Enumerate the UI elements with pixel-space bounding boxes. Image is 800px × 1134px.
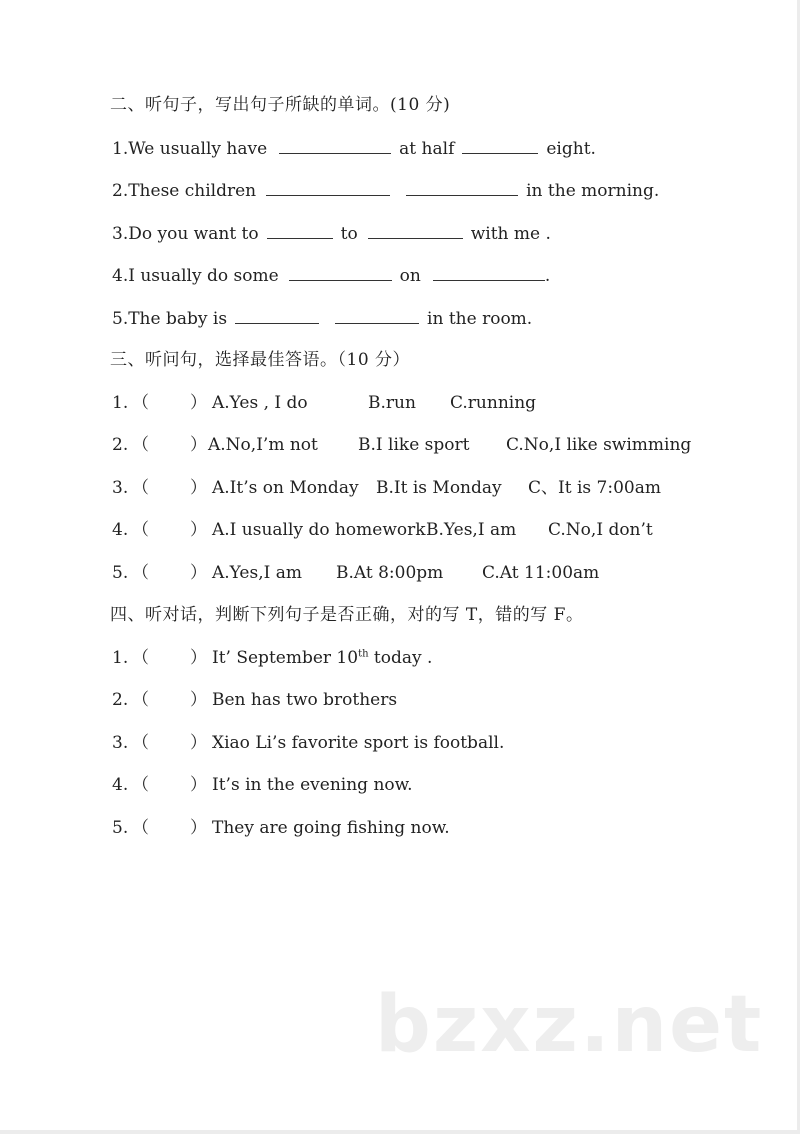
s3-item-4-num: 4. [112,520,129,540]
option-a[interactable]: A.It’s on Monday [212,478,359,498]
s4-item-2-num: 2. [112,690,129,710]
s2-item-5 [112,306,532,330]
answer-paren-close: ） [190,393,207,413]
s2-item-5-end: in the room. [427,309,533,329]
s3-item-5-num: 5. [112,563,129,583]
s2-item-1 [112,136,596,160]
s4-item-5 [112,816,712,840]
blank[interactable] [266,178,390,196]
watermark-logo: bzxz.net [375,980,764,1070]
s3-item-3-num: 3. [112,478,129,498]
option-a[interactable]: A.I usually do homework [212,520,426,540]
page-edge-bottom [0,1130,800,1134]
option-a[interactable]: A.No,I’m not [208,435,318,455]
s2-item-3-prefix: 3.Do you want to [112,224,259,244]
answer-paren-close: ） [190,733,207,753]
option-b[interactable]: B.I like sport [358,435,470,455]
blank[interactable] [289,263,392,281]
s2-item-5-prefix: 5.The baby is [112,309,228,329]
section2-heading: 二、听句子，写出句子所缺的单词。(10 分) [110,95,451,115]
s4-item-4-num: 4. [112,775,129,795]
s2-item-2-prefix: 2.These children [112,181,257,201]
s2-item-3-end: with me . [470,224,551,244]
section3-heading: 三、听问句，选择最佳答语。（10 分） [110,350,411,370]
s2-item-2 [112,178,659,202]
s3-item-2-num: 2. [112,435,129,455]
answer-paren-close: ） [190,690,207,710]
s4-item-3 [112,731,712,755]
statement: Ben has two brothers [212,690,398,710]
option-b[interactable]: B.It is Monday [376,478,502,498]
s4-item-5-num: 5. [112,818,129,838]
s2-item-3-mid: to [340,224,358,244]
answer-paren-open[interactable]: （ [132,818,149,838]
s3-item-4 [112,518,712,542]
answer-paren-open[interactable]: （ [132,648,149,668]
option-c[interactable]: C.At 11:00am [482,563,600,583]
answer-paren-close: ） [190,478,207,498]
answer-paren-close: ） [190,563,207,583]
answer-paren-open[interactable]: （ [132,435,149,455]
s2-item-4-end: . [544,266,551,286]
option-c[interactable]: C.No,I like swimming [506,435,692,455]
s2-item-3 [112,221,551,245]
s3-item-5 [112,561,712,585]
blank[interactable] [406,178,518,196]
answer-paren-open[interactable]: （ [132,733,149,753]
answer-paren-close: ） [190,775,207,795]
s4-item-1 [112,646,712,670]
statement: Xiao Li’s favorite sport is football. [212,733,505,753]
answer-paren-close: ） [190,818,207,838]
blank[interactable] [267,221,333,239]
s4-item-1-num: 1. [112,648,129,668]
ordinal-suffix: th [358,648,369,660]
s2-item-2-end: in the morning. [526,181,660,201]
answer-paren-open[interactable]: （ [132,520,149,540]
statement: It’s in the evening now. [212,775,413,795]
blank[interactable] [433,263,545,281]
answer-paren-open[interactable]: （ [132,775,149,795]
s4-item-4 [112,773,712,797]
blank[interactable] [368,221,463,239]
section4-heading: 四、听对话，判断下列句子是否正确，对的写 T，错的写 F。 [110,605,584,625]
option-c[interactable]: C、It is 7:00am [528,478,661,498]
blank[interactable] [462,136,538,154]
answer-paren-close: ） [190,520,207,540]
s3-item-1 [112,391,712,415]
answer-paren-open[interactable]: （ [132,563,149,583]
blank[interactable] [279,136,391,154]
s2-item-1-mid: at half [399,139,455,159]
s4-item-3-num: 3. [112,733,129,753]
s2-item-4-prefix: 4.I usually do some [112,266,279,286]
option-b[interactable]: B.run [368,393,416,413]
s4-item-2 [112,688,712,712]
option-a[interactable]: A.Yes,I am [212,563,302,583]
option-c[interactable]: C.running [450,393,537,413]
s2-item-1-end: eight. [546,139,596,159]
answer-paren-open[interactable]: （ [132,478,149,498]
blank[interactable] [335,306,419,324]
statement: It’ September 10th today . [212,648,433,668]
answer-paren-open[interactable]: （ [132,393,149,413]
s3-item-1-num: 1. [112,393,129,413]
s2-item-1-prefix: 1.We usually have [112,139,268,159]
s2-item-4 [112,263,550,287]
statement: They are going fishing now. [212,818,450,838]
s3-item-3 [112,476,712,500]
answer-paren-open[interactable]: （ [132,690,149,710]
option-a[interactable]: A.Yes , I do [212,393,308,413]
blank[interactable] [235,306,319,324]
option-b[interactable]: B.Yes,I am [426,520,517,540]
s2-item-4-mid: on [399,266,421,286]
option-c[interactable]: C.No,I don’t [548,520,653,540]
s3-item-2 [112,433,712,457]
answer-paren-close: ） [190,648,207,668]
answer-paren-close: ） [190,435,207,455]
option-b[interactable]: B.At 8:00pm [336,563,444,583]
